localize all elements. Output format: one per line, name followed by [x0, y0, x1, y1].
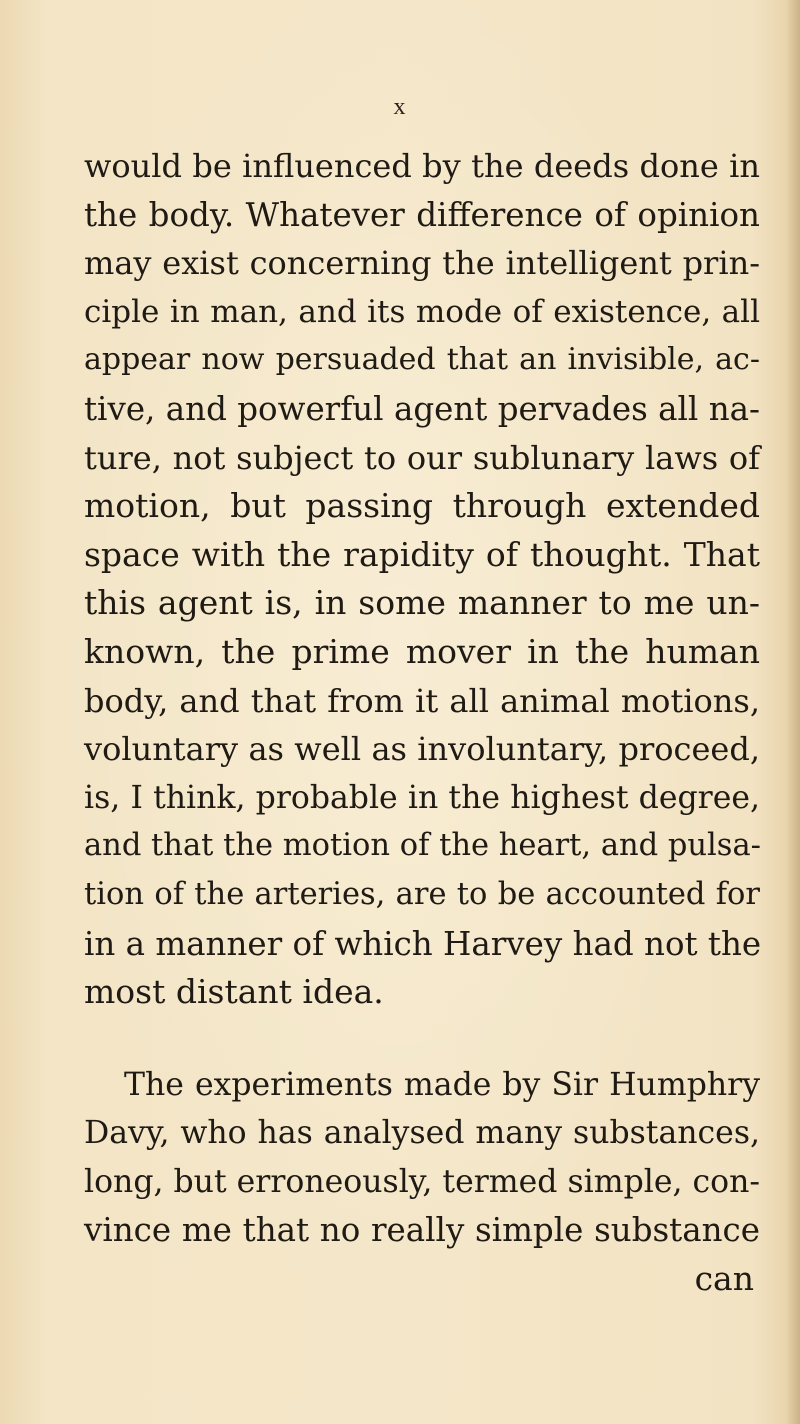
paragraph-2: [84, 1061, 760, 1255]
text-line: may exist concerning the intelligent prin-: [84, 244, 760, 283]
text-line: motion, but passing through extended: [84, 486, 760, 526]
paragraph-1: [84, 142, 760, 1017]
paragraph-gap: [84, 1017, 760, 1061]
text-line: is, I think, probable in the highest degree,: [84, 779, 760, 816]
text-line: would be influenced by the deeds done in: [84, 147, 760, 185]
text-line: ciple in man, and its mode of existence, all: [84, 293, 760, 330]
catchword: can: [694, 1259, 754, 1299]
text-line: the body. Whatever difference of opinion: [84, 195, 760, 234]
text-line: appear now persuaded that an invisible, ac-: [84, 342, 760, 378]
text-line: in a manner of which Harvey had not the: [84, 924, 762, 963]
text-line: Davy, who has analysed many substances,: [84, 1115, 760, 1152]
text-line: voluntary as well as involuntary, proceed,: [84, 730, 760, 769]
text-line: The experiments made by Sir Humphry: [124, 1066, 760, 1103]
text-line: most distant idea.: [84, 972, 384, 1012]
text-line: body, and that from it all animal motions,: [84, 681, 760, 720]
text-line: this agent is, in some manner to me un-: [84, 583, 760, 623]
text-line: long, but erroneously, termed simple, con-: [84, 1163, 761, 1200]
text-line: known, the prime mover in the human: [84, 631, 760, 671]
text-line: tive, and powerful agent pervades all na-: [84, 389, 760, 428]
page-edge-shadow: [786, 0, 800, 1424]
text-line: and that the motion of the heart, and pulsa-: [84, 828, 761, 864]
body-text: [84, 142, 760, 1304]
page-number: x: [393, 94, 407, 120]
text-line: tion of the arteries, are to be accounted for: [84, 876, 760, 912]
text-line: ture, not subject to our sublunary laws of: [84, 438, 760, 477]
text-line: vince me that no really simple substance: [84, 1211, 760, 1250]
text-line: space with the rapidity of thought. That: [84, 534, 760, 574]
